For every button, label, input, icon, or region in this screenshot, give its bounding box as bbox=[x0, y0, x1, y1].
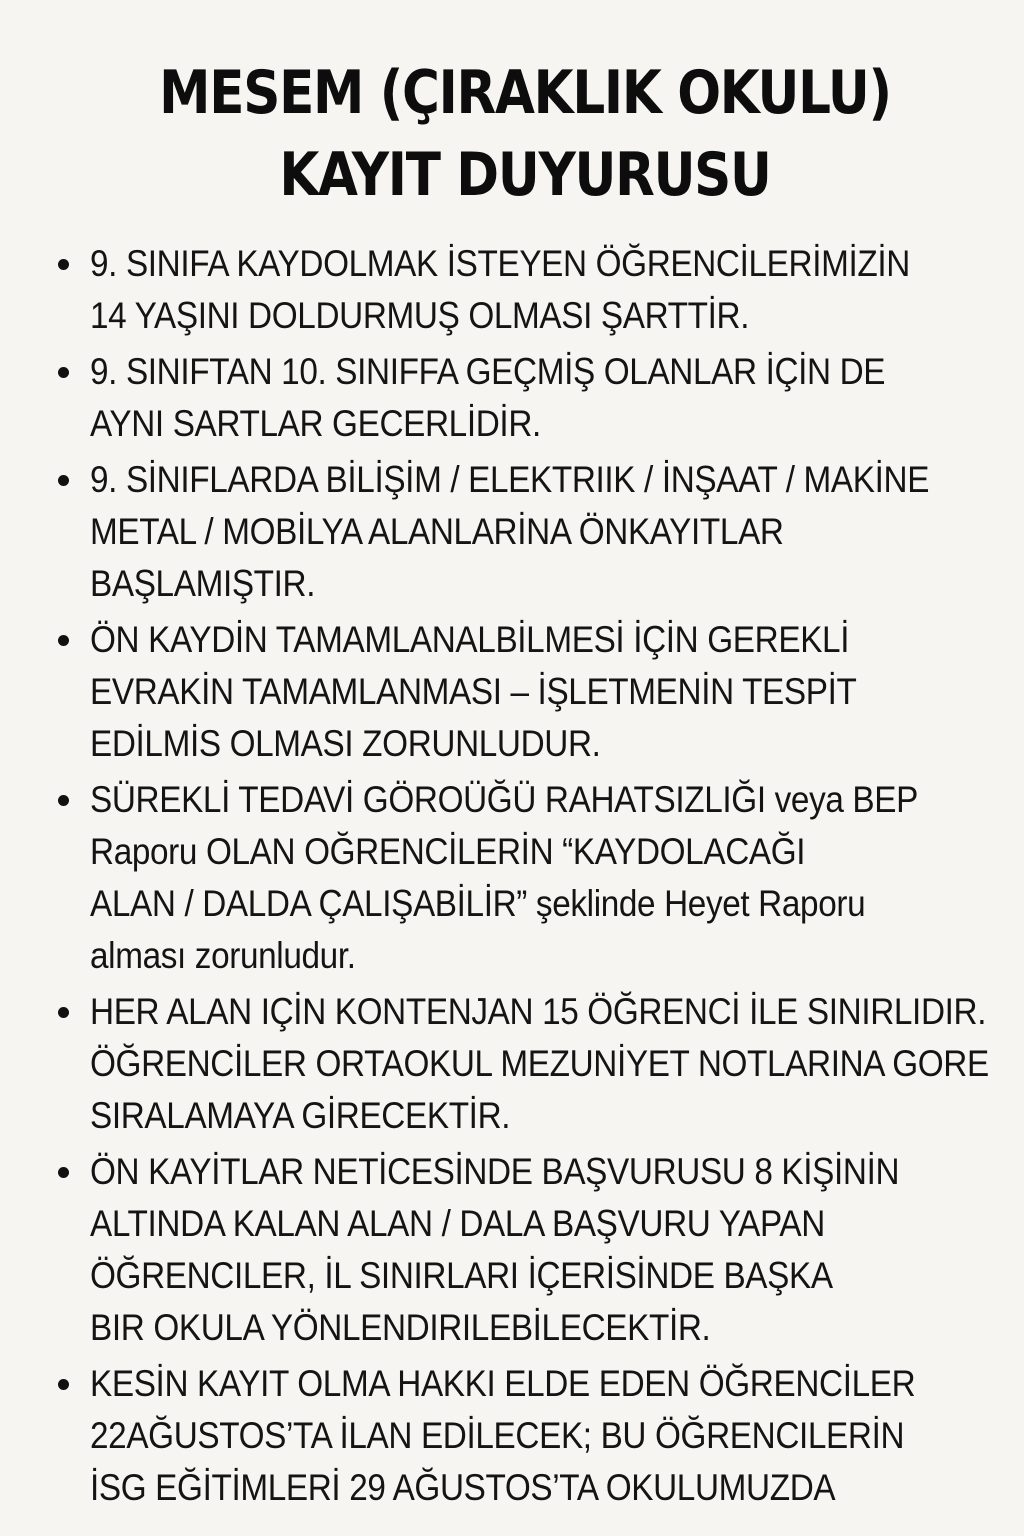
announcement-bullet-list bbox=[56, 238, 994, 1514]
bullet-dot-icon bbox=[58, 1379, 69, 1390]
bullet-text-line: ÖĞRENCILER, İL SINIRLARI İÇERİSİNDE BAŞKA bbox=[90, 1255, 833, 1296]
bullet-text-line: ALTINDA KALAN ALAN / DALA BAŞVURU YAPAN bbox=[90, 1203, 825, 1244]
bullet-item bbox=[56, 238, 994, 342]
bullet-dot-icon bbox=[58, 1167, 69, 1178]
bullet-text-line: EDİLMİS OLMASI ZORUNLUDUR. bbox=[90, 723, 601, 764]
bullet-item bbox=[56, 1146, 994, 1354]
bullet-dot-icon bbox=[58, 635, 69, 646]
bullet-text-line: İSG EĞİTİMLERİ 29 AĞUSTOS’TA OKULUMUZDA bbox=[90, 1467, 836, 1508]
bullet-dot-icon bbox=[58, 475, 69, 486]
bullet-text-line: HER ALAN IÇİN KONTENJAN 15 ÖĞRENCİ İLE SINIRLIDIR. bbox=[90, 991, 987, 1032]
bullet-text-line: alması zorunludur. bbox=[90, 935, 356, 976]
bullet-item bbox=[56, 346, 994, 450]
title-line-2: KAYIT DUYURUSU bbox=[279, 140, 771, 210]
bullet-text-line: Raporu OLAN OĞRENCİLERİN “KAYDOLACAĞI bbox=[90, 831, 806, 872]
bullet-dot-icon bbox=[58, 1007, 69, 1018]
announcement-title bbox=[122, 52, 929, 216]
bullet-text-line: 9. SINIFTAN 10. SINIFFA GEÇMİŞ OLANLAR İÇİN DE bbox=[90, 351, 886, 392]
bullet-text-line: BAŞLAMIŞTIR. bbox=[90, 563, 316, 604]
bullet-text-line: METAL / MOBİLYA ALANLARİNA ÖNKAYITLAR bbox=[90, 511, 784, 552]
bullet-text-line: 9. SINIFA KAYDOLMAK İSTEYEN ÖĞRENCİLERİMİZİN bbox=[90, 243, 910, 284]
bullet-text-line: EVRAKİN TAMAMLANMASI – İŞLETMENİN TESPİT bbox=[90, 671, 857, 712]
bullet-text-line: SIRALAMAYA GİRECEKTİR. bbox=[90, 1095, 511, 1136]
bullet-text-line: ÖN KAYİTLAR NETİCESİNDE BAŞVURUSU 8 KİŞİNİN bbox=[90, 1151, 900, 1192]
bullet-text-line: ÖN KAYDİN TAMAMLANALBİLMESİ İÇİN GEREKLİ bbox=[90, 619, 850, 660]
title-line-1: MESEM (ÇIRAKLIK OKULU) bbox=[159, 58, 891, 128]
bullet-item bbox=[56, 614, 994, 770]
bullet-dot-icon bbox=[58, 259, 69, 270]
bullet-text-line: KESİN KAYIT OLMA HAKKI ELDE EDEN ÖĞRENCİLER bbox=[90, 1363, 916, 1404]
bullet-text-line: 22AĞUSTOS’TA İLAN EDİLECEK; BU ÖĞRENCILERİN bbox=[90, 1415, 905, 1456]
bullet-item bbox=[56, 774, 994, 982]
bullet-dot-icon bbox=[58, 367, 69, 378]
bullet-text-line: SÜREKLİ TEDAVİ GÖROÜĞÜ RAHATSIZLIĞI veya BEP bbox=[90, 779, 918, 820]
bullet-text-line: ALAN / DALDA ÇALIŞABİLİR” şeklinde Heyet Raporu bbox=[90, 883, 866, 924]
bullet-text-line: AYNI SARTLAR GECERLİDİR. bbox=[90, 403, 541, 444]
bullet-text-line: 14 YAŞINI DOLDURMUŞ OLMASI ŞARTTİR. bbox=[90, 295, 750, 336]
bullet-item bbox=[56, 986, 994, 1142]
bullet-text-line: BIR OKULA YÖNLENDIRILEBİLECEKTİR. bbox=[90, 1307, 711, 1348]
bullet-text-line: ÖĞRENCİLER ORTAOKUL MEZUNİYET NOTLARINA GORE bbox=[90, 1043, 989, 1084]
bullet-dot-icon bbox=[58, 795, 69, 806]
bullet-text-line: 9. SİNIFLARDA BİLİŞİM / ELEKTRIIK / İNŞAAT / MAKİNE bbox=[90, 459, 930, 500]
bullet-item bbox=[56, 454, 994, 610]
bullet-item bbox=[56, 1358, 994, 1514]
